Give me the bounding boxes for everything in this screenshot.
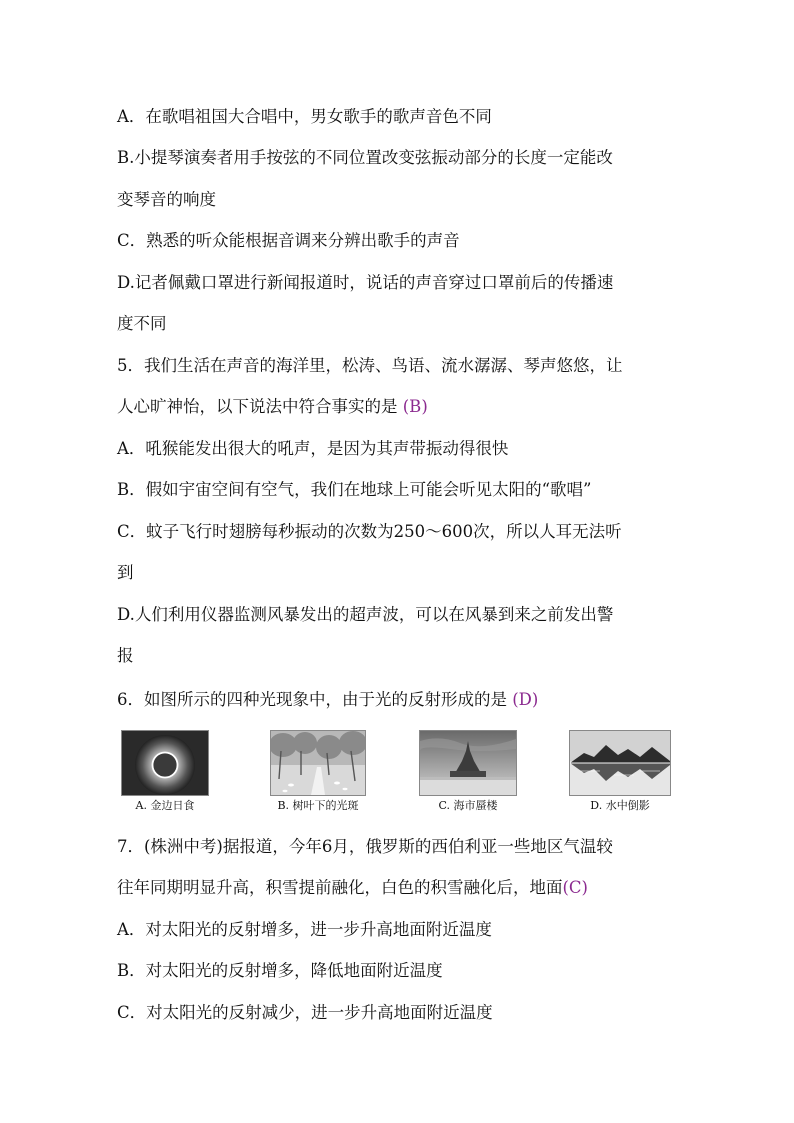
q6-stem-text: 6．如图所示的四种光现象中，由于光的反射形成的是 bbox=[117, 690, 507, 709]
q6-answer: (D) bbox=[512, 690, 539, 709]
figure-d-caption: D. 水中倒影 bbox=[590, 799, 650, 812]
q5-stem-text: 人心旷神怡，以下说法中符合事实的是 bbox=[117, 397, 398, 416]
q7-option-a: A．对太阳光的反射增多，进一步升高地面附近温度 bbox=[117, 920, 492, 939]
figure-a bbox=[121, 730, 209, 813]
eclipse-image bbox=[121, 730, 209, 796]
q6-stem-line bbox=[117, 689, 694, 711]
q7-option-b: B．对太阳光的反射增多，降低地面附近温度 bbox=[117, 961, 443, 980]
q4-option-d-line1: D.记者佩戴口罩进行新闻报道时，说话的声音穿过口罩前后的传播速 bbox=[117, 273, 614, 292]
q5-option-d-line1: D.人们利用仪器监测风暴发出的超声波，可以在风暴到来之前发出警 bbox=[117, 605, 614, 624]
q5-option-a: A．吼猴能发出很大的吼声，是因为其声带振动得很快 bbox=[117, 439, 509, 458]
q5-stem-line1: 5．我们生活在声音的海洋里，松涛、鸟语、流水潺潺、琴声悠悠，让 bbox=[117, 356, 623, 375]
figure-b bbox=[270, 730, 366, 813]
q4-option-b-line2: 变琴音的响度 bbox=[117, 190, 216, 209]
q4-option-b-line1: B.小提琴演奏者用手按弦的不同位置改变弦振动部分的长度一定能改 bbox=[117, 148, 613, 167]
q5-option-c-line2: 到 bbox=[117, 563, 134, 582]
figure-d bbox=[569, 730, 671, 813]
q7-stem-line2 bbox=[117, 877, 694, 899]
tree-shade-image bbox=[270, 730, 366, 796]
q4-option-c: C．熟悉的听众能根据音调来分辨出歌手的声音 bbox=[117, 231, 460, 250]
q7-answer: (C) bbox=[562, 878, 588, 897]
figure-c bbox=[419, 730, 517, 813]
q5-answer: (B) bbox=[402, 397, 428, 416]
figure-c-caption: C. 海市蜃楼 bbox=[438, 799, 498, 812]
figure-b-caption: B. 树叶下的光斑 bbox=[277, 799, 359, 812]
reflection-image bbox=[569, 730, 671, 796]
q5-option-b: B．假如宇宙空间有空气，我们在地球上可能会听见太阳的“歌唱” bbox=[117, 480, 592, 499]
q7-stem-text: 往年同期明显升高，积雪提前融化，白色的积雪融化后，地面 bbox=[117, 878, 563, 897]
q5-option-d-line2: 报 bbox=[117, 646, 134, 665]
q5-option-c-line1: C．蚊子飞行时翅膀每秒振动的次数为250～600次，所以人耳无法听 bbox=[117, 522, 622, 541]
q4-option-d-line2: 度不同 bbox=[117, 314, 167, 333]
q7-stem-line1: 7．(株洲中考)据报道，今年6月，俄罗斯的西伯利亚一些地区气温较 bbox=[117, 837, 613, 856]
figure-a-caption: A. 金边日食 bbox=[135, 799, 195, 812]
mirage-image bbox=[419, 730, 517, 796]
q5-stem-line2 bbox=[117, 396, 694, 418]
q7-option-c: C．对太阳光的反射减少，进一步升高地面附近温度 bbox=[117, 1003, 493, 1022]
q4-option-a: A．在歌唱祖国大合唱中，男女歌手的歌声音色不同 bbox=[117, 107, 492, 126]
